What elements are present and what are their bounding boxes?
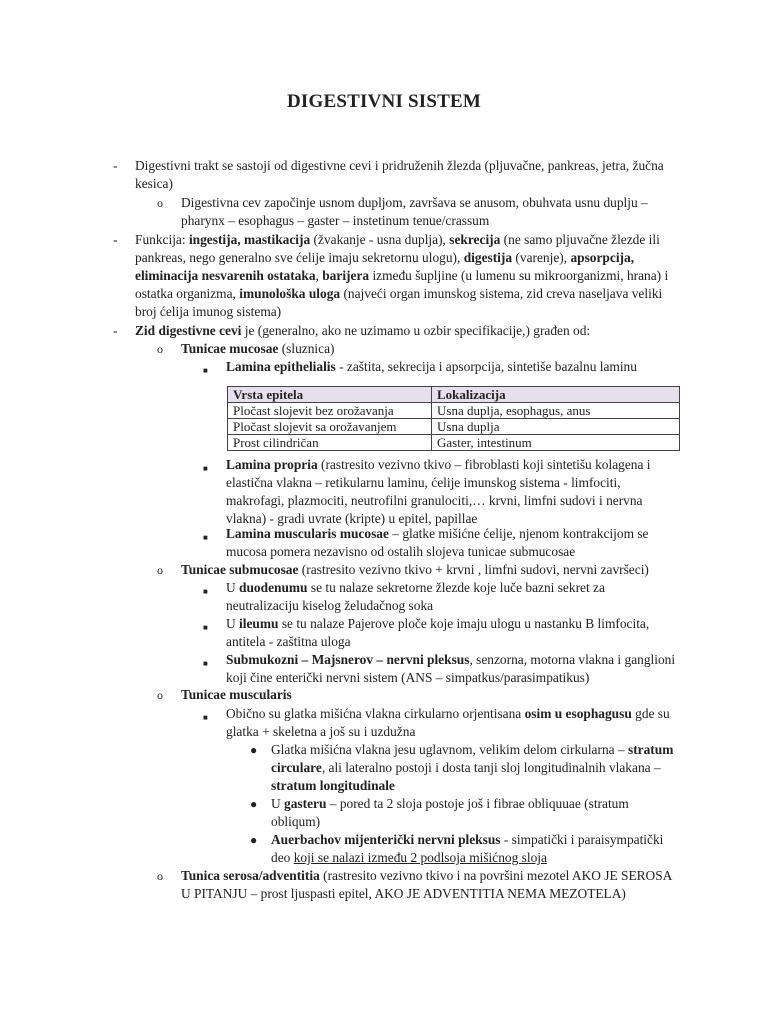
table-cell: Usna duplja, esophagus, anus <box>432 403 680 419</box>
item-text: U duodenumu se tu nalaze sekretorne žlezde koje luče bazni sekret za neutralizaciju kiselog želudačnog soka <box>226 580 605 613</box>
circle-marker: o <box>157 563 163 577</box>
circle-marker: o <box>157 688 163 702</box>
item-text: Obično su glatka mišićna vlakna cirkularno orjentisana osim u esophagusu gde su glatka + skeletna a još su i uzdužna <box>226 706 670 739</box>
dot-marker: ● <box>250 743 258 757</box>
document-title: DIGESTIVNI SISTEM <box>287 91 481 112</box>
item-text: Lamina propria (rastresito vezivno tkivo – fibroblasti koji sintetišu kolagena i elastična vlakna – retikularnu laminu, ćelije imunskog sistema - limfociti, makrofagi, plazmociti, neutrofilni granulociti,… krvni, limfni sudovi i nervna vlakna) - gradi uvrate (kripte) u epitel, papillae <box>226 457 651 526</box>
table-row <box>228 435 680 451</box>
table-cell: Gaster, intestinum <box>432 435 680 451</box>
table-cell: Pločast slojevit bez orožavanja <box>228 403 432 419</box>
item-text: Tunicae submucosae (rastresito vezivno tkivo + krvni , limfni sudovi, nervni završeci) <box>181 562 649 577</box>
square-marker: ■ <box>203 713 208 722</box>
dash-marker: - <box>113 232 118 247</box>
square-marker: ■ <box>203 587 208 596</box>
circle-marker: o <box>157 342 163 356</box>
square-marker: ■ <box>203 533 208 542</box>
square-marker: ■ <box>203 623 208 632</box>
table-header-cell: Vrsta epitela <box>228 387 432 403</box>
table-header-cell: Lokalizacija <box>432 387 680 403</box>
item-text: Digestivna cev započinje usnom dupljom, završava se anusom, obuhvata usnu duplju – pharynx – esophagus – gaster – instetinum tenue/crassum <box>181 195 648 228</box>
item-text: Digestivni trakt se sastoji od digestivne cevi i pridruženih žlezda (pljuvačne, pankreas, jetra, žučna kesica) <box>135 158 664 191</box>
table-row <box>228 419 680 435</box>
item-text: Funkcija: ingestija, mastikacija (žvakanje - usna duplja), sekrecija (ne samo pljuvačne žlezde ili pankreas, nego generalno sve ćelije imaju sekretornu ulogu), digestija (varenje), apsorpcija, eliminacija nesvarenih ostataka, barijera između šupljine (u lumenu su mikroorganizmi, hrana) i ostatka organizma, imunološka uloga (najveći organ imunskog sistema, zid creva naseljava veliki broj ćelija imunog sistema) <box>135 232 669 319</box>
item-text: Auerbachov mijenterički nervni pleksus - simpatički i paraisympatički deo koji se nalazi između 2 podlsoja mišićnog sloja <box>271 832 664 865</box>
item-text: Lamina muscularis mucosae – glatke mišićne ćelije, njenom kontrakcijom se mucosa pomera nezavisno od ostalih slojeva tunicae submucosae <box>226 526 649 559</box>
table-row <box>228 403 680 419</box>
item-text: Zid digestivne cevi je (generalno, ako ne uzimamo u ozbir specifikacije,) građen od: <box>135 323 591 338</box>
item-text: U gasteru – pored ta 2 sloja postoje još i fibrae obliquuae (stratum obliqum) <box>271 796 629 829</box>
table-cell: Prost cilindričan <box>228 435 432 451</box>
item-text: Tunicae mucosae (sluznica) <box>181 341 335 356</box>
dot-marker: ● <box>250 797 258 811</box>
dot-marker: ● <box>250 833 258 847</box>
table-header-row <box>228 387 680 403</box>
square-marker: ■ <box>203 659 208 668</box>
circle-marker: o <box>157 196 163 210</box>
item-text: Tunica serosa/adventitia (rastresito vezivno tkivo i na površini mezotel AKO JE SEROSA U PITANJU – prost ljuspasti epitel, AKO JE ADVENTITIA NEMA MEZOTELA) <box>181 868 672 901</box>
table-cell: Usna duplja <box>432 419 680 435</box>
square-marker: ■ <box>203 366 208 375</box>
dash-marker: - <box>113 323 118 338</box>
table-cell: Pločast slojevit sa orožavanjem <box>228 419 432 435</box>
item-text: Glatka mišićna vlakna jesu uglavnom, velikim delom cirkularna – stratum circulare, ali lateralno postoji i dosta tanji sloj longitudinalnih vlakana – stratum longitudinale <box>271 742 674 793</box>
item-text: Lamina epithelialis - zaštita, sekrecija i apsorpcija, sintetiše bazalnu laminu <box>226 359 637 374</box>
dash-marker: - <box>113 158 118 173</box>
item-text: Tunicae muscularis <box>181 687 292 702</box>
item-text: Submukozni – Majsnerov – nervni pleksus, senzorna, motorna vlakna i ganglioni koji čine enterički nervni sistem (ANS – simpatkus/parasimpatikus) <box>226 652 676 685</box>
circle-marker: o <box>157 869 163 883</box>
square-marker: ■ <box>203 464 208 473</box>
item-text: U ileumu se tu nalaze Pajerove ploče koje imaju ulogu u nastanku B limfocita, antitela - zaštitna uloga <box>226 616 650 649</box>
epithelium-table <box>227 386 680 451</box>
